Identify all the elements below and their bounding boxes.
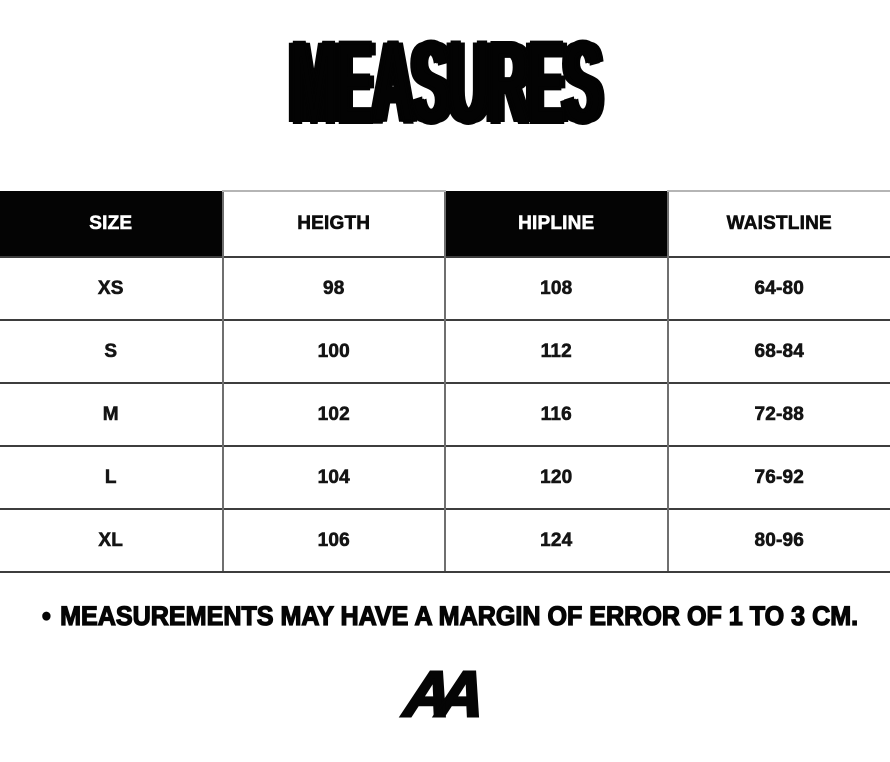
cell-size: M <box>0 383 223 446</box>
cell-heigth: 98 <box>223 257 446 320</box>
cell-size: S <box>0 320 223 383</box>
cell-hipline: 124 <box>445 509 668 572</box>
cell-waistline: 80-96 <box>668 509 890 572</box>
column-header-waistline: WAISTLINE <box>668 191 890 257</box>
table-row-xs <box>0 257 890 320</box>
brand-logo: AA <box>401 658 476 730</box>
header-row <box>0 191 890 257</box>
cell-hipline: 116 <box>445 383 668 446</box>
column-header-heigth: HEIGTH <box>223 191 446 257</box>
table-row-m <box>0 383 890 446</box>
cell-heigth: 100 <box>223 320 446 383</box>
cell-waistline: 76-92 <box>668 446 890 509</box>
page-title: MEASURES <box>290 19 600 147</box>
cell-heigth: 102 <box>223 383 446 446</box>
disclaimer-section <box>42 599 890 633</box>
table-row-s <box>0 320 890 383</box>
column-header-hipline: HIPLINE <box>445 191 668 257</box>
cell-heigth: 104 <box>223 446 446 509</box>
table-row-xl <box>0 509 890 572</box>
logo-section <box>0 658 890 730</box>
size-chart-body <box>0 257 890 572</box>
cell-waistline: 64-80 <box>668 257 890 320</box>
disclaimer-text: MEASUREMENTS MAY HAVE A MARGIN OF ERROR OF 1 TO 3 CM. <box>60 601 859 631</box>
cell-heigth: 106 <box>223 509 446 572</box>
cell-hipline: 112 <box>445 320 668 383</box>
size-chart-header <box>0 191 890 257</box>
cell-waistline: 72-88 <box>668 383 890 446</box>
cell-size: XS <box>0 257 223 320</box>
cell-waistline: 68-84 <box>668 320 890 383</box>
column-header-size: SIZE <box>0 191 223 257</box>
bullet-icon: • <box>42 601 51 631</box>
title-section <box>0 0 890 147</box>
table-row-l <box>0 446 890 509</box>
size-chart-table <box>0 190 890 573</box>
cell-hipline: 120 <box>445 446 668 509</box>
cell-size: L <box>0 446 223 509</box>
cell-hipline: 108 <box>445 257 668 320</box>
cell-size: XL <box>0 509 223 572</box>
disclaimer-note <box>42 599 858 633</box>
